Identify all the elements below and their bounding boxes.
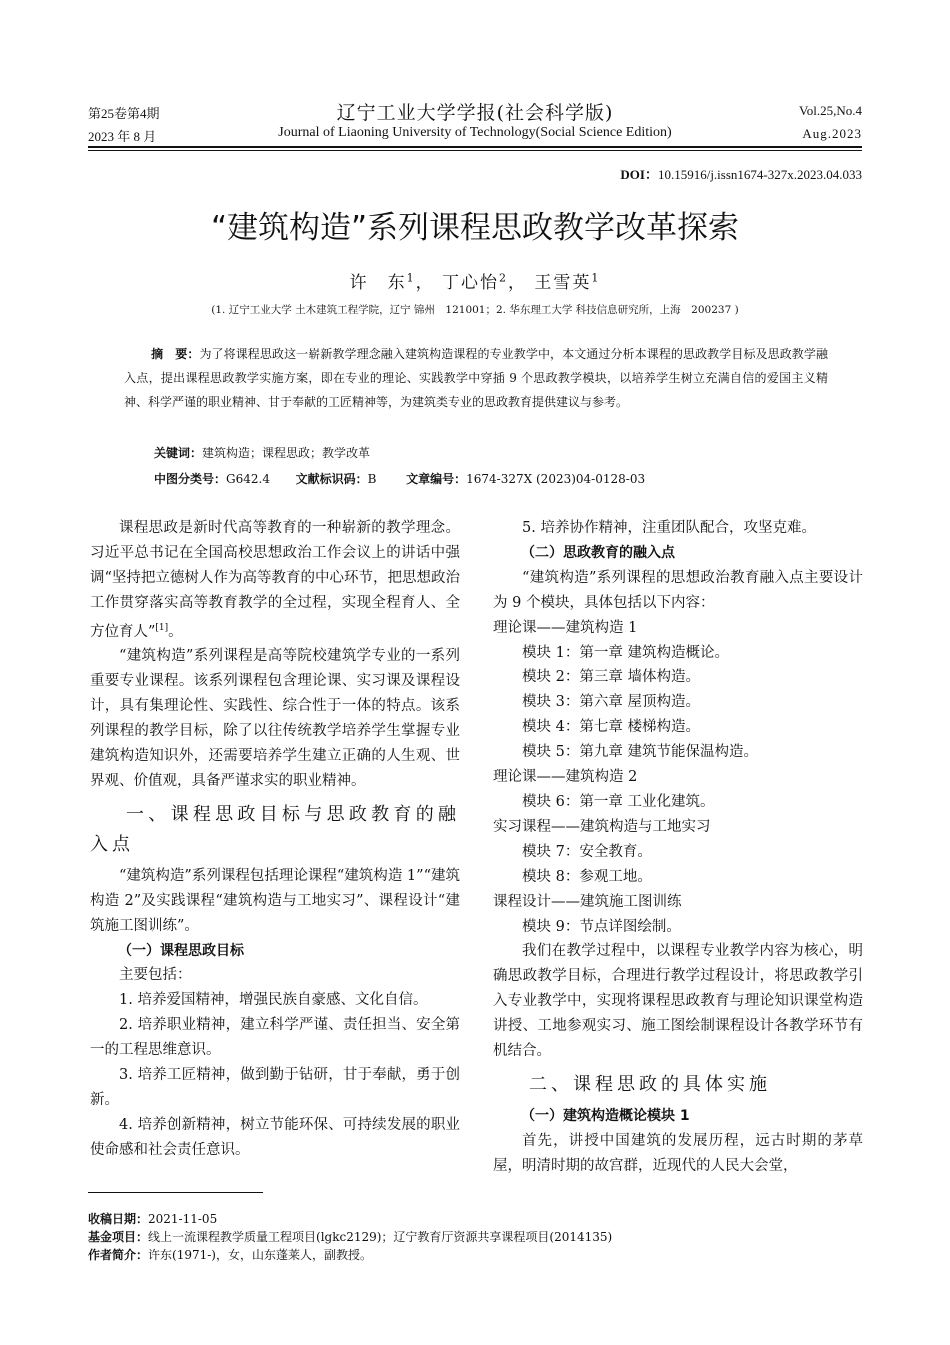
module-item: 模块 6：第一章 工业化建筑。	[522, 793, 715, 810]
left-column	[90, 516, 460, 1163]
paragraph: “建筑构造”系列课程是高等院校建筑学专业的一系列重要专业课程。该系列课程包含理论课、实习课及课程设计，具有集理论性、实践性、综合性于一体的特点。该系列课程的教学目标，除了以往传统教学培养学生掌握专业建筑构造知识外，还需要培养学生建立正确的人生观、世界观、价值观，具备严谨求实的职业精神。	[90, 648, 460, 789]
course-label: 实习课程——建筑构造与工地实习	[493, 818, 711, 835]
author-name: 丁心怡	[442, 273, 499, 293]
article-no-label: 文章编号：	[406, 472, 467, 486]
right-column	[493, 516, 863, 1179]
header-date-en: Aug.2023	[802, 126, 862, 141]
header-volume: 第25卷第4期	[88, 106, 160, 121]
module-item: 模块 4：第七章 楼梯构造。	[522, 719, 700, 736]
section-heading: 二、课程思政的具体实施	[529, 1073, 771, 1095]
list-item: 3. 培养工匠精神，做到勤于钻研，甘于奉献，勇于创新。	[90, 1067, 460, 1108]
subsection-heading: （一）建筑构造概论模块 1	[521, 1107, 690, 1124]
abstract	[124, 342, 828, 414]
abstract-label: 摘 要：	[151, 347, 200, 361]
course-label: 理论课——建筑构造 1	[493, 619, 638, 636]
doi-label: DOI	[620, 167, 645, 182]
module-item: 模块 7：安全教育。	[522, 843, 652, 860]
paragraph: 我们在教学过程中，以课程专业教学内容为核心，明确思政教学目标，合理进行教学过程设计，将思政教学引入专业教学中，实现将课程思政教育与理论知识课堂构造讲授、工地参观实习、施工图绘制课程设计各教学环节有机结合。	[493, 943, 863, 1060]
author-affil-sup: 2	[499, 271, 508, 285]
paragraph: 主要包括：	[119, 967, 192, 984]
keywords-text: 建筑构造；课程思政；教学改革	[202, 446, 371, 460]
footnote-fund	[88, 1228, 612, 1246]
header-rule-thin	[88, 150, 862, 151]
header-journal-en: Journal of Liaoning University of Technology(Social Science Edition)	[278, 125, 672, 140]
footnote-bio	[88, 1246, 372, 1264]
header-journal-cn: 辽宁工业大学学报(社会科学版)	[336, 102, 614, 124]
module-item: 模块 9：节点详图绘制。	[522, 918, 681, 935]
paragraph: 首先，讲授中国建筑的发展历程，远古时期的茅草屋，明清时期的故宫群，近现代的人民大会堂，	[493, 1132, 863, 1174]
header-rule-thick	[88, 146, 862, 148]
list-item: 5. 培养协作精神，注重团队配合，攻坚克难。	[522, 520, 816, 536]
module-item: 模块 8：参观工地。	[522, 868, 652, 885]
module-item: 模块 2：第三章 墙体构造。	[522, 669, 700, 686]
doc-code-label: 文献标识码：	[295, 472, 368, 486]
article-no-value: 1674-327X (2023)04-0128-03	[466, 472, 646, 486]
clc-value: G642.4	[226, 472, 270, 486]
doi-value: 10.15916/j.issn1674-327x.2023.04.033	[657, 167, 862, 182]
bio-value: 许东(1971-)，女，山东蓬莱人，副教授。	[148, 1248, 372, 1262]
module-item: 模块 5：第九章 建筑节能保温构造。	[522, 744, 758, 761]
author-list: 许 东$^1$， 丁心怡$^2$， 王雪英$^1$	[349, 271, 601, 293]
author-affil-sup: 1	[406, 271, 416, 285]
course-label: 理论课——建筑构造 2	[493, 769, 638, 786]
bio-label: 作者简介：	[88, 1248, 149, 1262]
paragraph: “建筑构造”系列课程包括理论课程“建筑构造 1”“建筑构造 2”及实践课程“建筑构造与工地实习”、课程设计“建筑施工图训练”。	[90, 867, 460, 934]
received-value: 2021-11-05	[148, 1212, 218, 1226]
paragraph: 课程思政是新时代高等教育的一种崭新的教学理念。习近平总书记在全国高校思想政治工作会议上的讲话中强调“坚持把立德树人作为高等教育的中心环节，把思想政治工作贯穿落实高等教育教学的全过程，实现全程育人、全方位育人”[1]。	[90, 520, 460, 640]
paragraph: “建筑构造”系列课程的思想政治教育融入点主要设计为 9 个模块，具体包括以下内容：	[493, 569, 863, 611]
affiliation: (1. 辽宁工业大学 土木建筑工程学院，辽宁 锦州 121001；2. 华东理工大学 科技信息研究所，上海 200237 )	[211, 304, 739, 316]
fund-value: 线上一流课程教学质量工程项目(lgkc2129)；辽宁教育厅资源共享课程项目(2014135)	[148, 1230, 613, 1244]
citation-ref: [1]	[155, 622, 169, 633]
keywords-label: 关键词：	[154, 446, 203, 460]
module-item: 模块 1：第一章 建筑构造概论。	[522, 644, 729, 661]
author-name: 许 东	[349, 273, 407, 293]
doc-code-value: B	[367, 472, 377, 486]
clc-label: 中图分类号：	[154, 472, 227, 486]
abstract-text: 为了将课程思政这一崭新教学理念融入建筑构造课程的专业教学中，本文通过分析本课程的思政教学目标及思政教学融入点，提出课程思政教学实施方案，即在专业的理论、实践教学中穿插 9 个思政教学模块，以培养学生树立充满自信的爱国主义精神、科学严谨的职业精神、甘于奉献的工匠精神等，为建筑类专业的思政教育提供建议与参考。	[124, 347, 828, 409]
keywords	[154, 444, 370, 461]
footnote-received	[88, 1210, 217, 1228]
article-title: “建筑构造”系列课程思政教学改革探索	[210, 210, 740, 246]
footnote-rule	[88, 1192, 263, 1193]
course-label: 课程设计——建筑施工图训练	[493, 893, 682, 910]
doi: DOI：10.15916/j.issn1674-327x.2023.04.033	[620, 167, 862, 182]
subsection-heading: （二）思政教育的融入点	[521, 544, 675, 561]
received-label: 收稿日期：	[88, 1212, 149, 1226]
header-date-cn: 2023 年 8 月	[88, 129, 157, 144]
author-affil-sup: 1	[591, 271, 601, 285]
list-item: 1. 培养爱国精神，增强民族自豪感、文化自信。	[119, 992, 428, 1009]
author-name: 王雪英	[534, 273, 592, 293]
header-volume-en: Vol.25,No.4	[799, 103, 862, 118]
list-item: 2. 培养职业精神，建立科学严谨、责任担当、安全第一的工程思维意识。	[90, 1017, 460, 1059]
list-item: 4. 培养创新精神，树立节能环保、可持续发展的职业使命感和社会责任意识。	[90, 1116, 460, 1158]
subsection-heading: （一）课程思政目标	[118, 942, 244, 959]
module-item: 模块 3：第六章 屋顶构造。	[522, 694, 700, 711]
fund-label: 基金项目：	[88, 1230, 149, 1244]
classification-line	[154, 470, 645, 487]
section-heading: 一、课程思政目标与思政教育的融入点	[90, 803, 460, 855]
